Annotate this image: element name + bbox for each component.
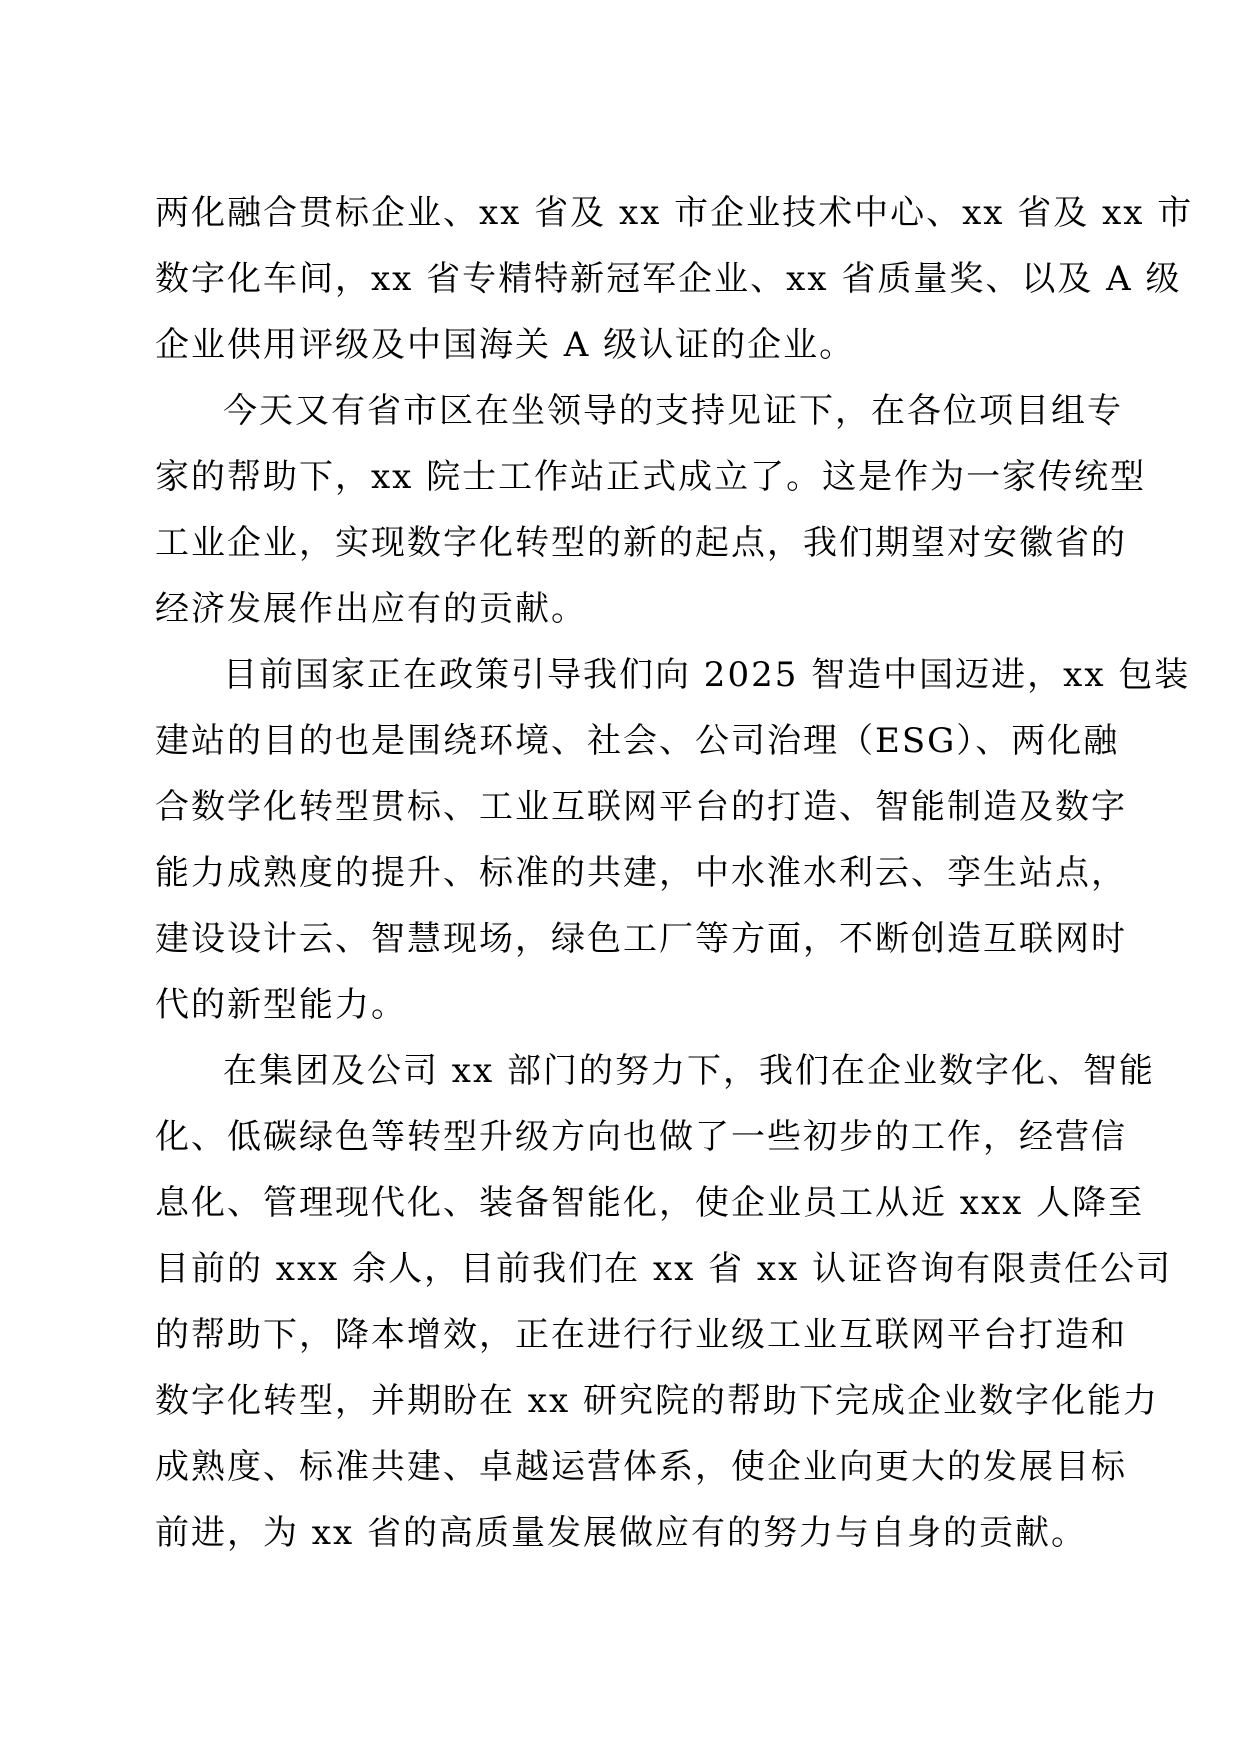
paragraph — [155, 378, 1147, 642]
text-line: 目前国家正在政策引导我们向 2025 智造中国迈进，xx 包装 — [223, 655, 1191, 695]
text-line: 能力成熟度的提升、标准的共建，中水淮水利云、孪生站点， — [155, 853, 1127, 893]
text-line: 经济发展作出应有的贡献。 — [155, 589, 587, 629]
text-line: 合数学化转型贯标、工业互联网平台的打造、智能制造及数字 — [155, 787, 1127, 827]
text-line: 建站的目的也是围绕环境、社会、公司治理（ESG）、两化融 — [155, 721, 1120, 761]
text-line: 数字化转型，并期盼在 xx 研究院的帮助下完成企业数字化能力 — [155, 1381, 1159, 1421]
text-line: 今天又有省市区在坐领导的支持见证下，在各位项目组专 — [223, 391, 1123, 431]
paragraph — [155, 642, 1191, 1038]
text-line: 两化融合贯标企业、xx 省及 xx 市企业技术中心、xx 省及 xx 市 — [155, 193, 1194, 233]
text-line: 工业企业，实现数字化转型的新的起点，我们期望对安徽省的 — [155, 523, 1127, 563]
text-line: 息化、管理现代化、装备智能化，使企业员工从近 xxx 人降至 — [155, 1183, 1145, 1223]
document-body — [155, 180, 1194, 1566]
text-line: 数字化车间，xx 省专精特新冠军企业、xx 省质量奖、以及 A 级 — [155, 259, 1182, 299]
text-line: 化、低碳绿色等转型升级方向也做了一些初步的工作，经营信 — [155, 1117, 1127, 1157]
text-line: 家的帮助下，xx 院士工作站正式成立了。这是作为一家传统型 — [155, 457, 1147, 497]
paragraph — [155, 180, 1194, 378]
text-line: 前进，为 xx 省的高质量发展做应有的努力与自身的贡献。 — [155, 1513, 1087, 1553]
text-line: 在集团及公司 xx 部门的努力下，我们在企业数字化、智能 — [223, 1051, 1155, 1091]
text-line: 的帮助下，降本增效，正在进行行业级工业互联网平台打造和 — [155, 1315, 1127, 1355]
text-line: 成熟度、标准共建、卓越运营体系，使企业向更大的发展目标 — [155, 1447, 1127, 1487]
text-line: 目前的 xxx 余人，目前我们在 xx 省 xx 认证咨询有限责任公司 — [155, 1249, 1173, 1289]
text-line: 建设设计云、智慧现场，绿色工厂等方面，不断创造互联网时 — [155, 919, 1127, 959]
text-line: 代的新型能力。 — [155, 985, 407, 1025]
text-line: 企业供用评级及中国海关 A 级认证的企业。 — [155, 325, 856, 365]
paragraph — [155, 1038, 1173, 1566]
